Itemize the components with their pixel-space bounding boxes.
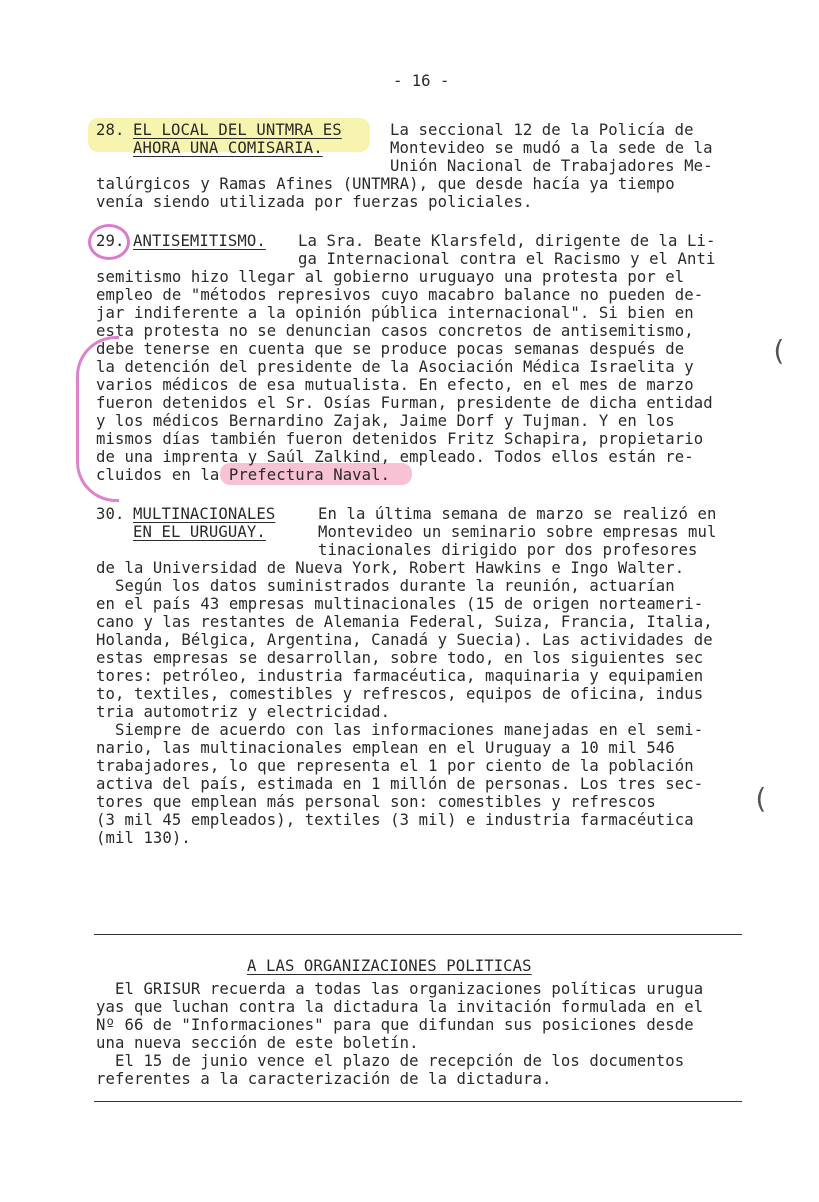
notice-line: El 15 de junio vence el plazo de recepción de los documentos [96,1052,685,1070]
item-30-line: tores que emplean más personal son: comestibles y refrescos [96,793,656,811]
item-30-line: En la última semana de marzo se realizó en [318,505,717,523]
item-28-line: venía siendo utilizada por fuerzas policiales. [96,193,533,211]
item-28-number: 28. [96,121,125,139]
notice-line: El GRISUR recuerda a todas las organizaciones políticas urugua [96,980,704,998]
item-30-line: en el país 43 empresas multinacionales (15 de origen norteameri- [96,595,704,613]
item-28-title-line2: AHORA UNA COMISARIA. [133,139,323,157]
item-29-line: ga Internacional contra el Racismo y el Anti [298,250,716,268]
item-30-line: tinacionales dirigido por dos profesores [318,541,698,559]
item-30-line: nario, las multinacionales emplean en el Uruguay a 10 mil 546 [96,739,675,757]
item-29-line: jar indiferente a la opinión pública internacional". Si bien en [96,304,694,322]
item-28-line: Montevideo se mudó a la sede de la [390,139,713,157]
item-30-line: tores: petróleo, industria farmacéutica, maquinaria y equipamien [96,667,704,685]
item-30-line: cano y las restantes de Alemania Federal, Suiza, Francia, Italia, [96,613,713,631]
item-29-line: empleo de "métodos represivos cuyo macabro balance no pueden de- [96,286,704,304]
notice-line: referentes a la caracterización de la dictadura. [96,1070,552,1088]
item-28-title-line1: EL LOCAL DEL UNTMRA ES [133,121,342,139]
item-29-line: esta protesta no se denuncian casos concretos de antisemitismo, [96,322,694,340]
item-29-line: la detención del presidente de la Asociación Médica Israelita y [96,358,694,376]
item-29-number: 29. [96,232,125,250]
page-number: - 16 - [393,72,450,90]
item-28-line: La seccional 12 de la Policía de [390,121,694,139]
notice-line: Nº 66 de "Informaciones" para que difundan sus posiciones desde [96,1016,694,1034]
item-30-line: Siempre de acuerdo con las informaciones manejadas en el semi- [96,721,704,739]
item-30-line: to, textiles, comestibles y refrescos, equipos de oficina, indus [96,685,704,703]
item-30-title-line2: EN EL URUGUAY. [133,523,266,541]
item-30-line: Montevideo un seminario sobre empresas mul [318,523,717,541]
item-30-line: Holanda, Bélgica, Argentina, Canadá y Suecia). Las actividades de [96,631,713,649]
notice-bottom-rule [94,1101,742,1102]
item-30-line: tria automotriz y electricidad. [96,703,391,721]
item-29-line: cluidos en la Prefectura Naval. [96,466,391,484]
item-29-line: varios médicos de esa mutualista. En efecto, en el mes de marzo [96,376,694,394]
item-28-line: Unión Nacional de Trabajadores Me- [390,157,713,175]
notice-line: una nueva sección de este boletín. [96,1034,419,1052]
item-29-first-line: La Sra. Beate Klarsfeld, dirigente de la Li- [298,232,716,250]
notice-top-rule [94,934,742,935]
notice-title: A LAS ORGANIZACIONES POLITICAS [247,957,532,975]
item-30-line: de la Universidad de Nueva York, Robert Hawkins e Ingo Walter. [96,559,685,577]
item-29-line: semitismo hizo llegar al gobierno uruguayo una protesta por el [96,268,685,286]
item-30-line: (mil 130). [96,829,191,847]
item-29-line: y los médicos Bernardino Zajak, Jaime Dorf y Tujman. Y en los [96,412,675,430]
item-30-line: estas empresas se desarrollan, sobre todo, en los siguientes sec [96,649,704,667]
item-29-line: mismos días también fueron detenidos Fritz Schapira, propietario [96,430,704,448]
notice-line: yas que luchan contra la dictadura la invitación formulada en el [96,998,704,1016]
item-29-line: debe tenerse en cuenta que se produce pocas semanas después de [96,340,685,358]
item-30-line: (3 mil 45 empleados), textiles (3 mil) e industria farmacéutica [96,811,694,829]
item-29-line: fueron detenidos el Sr. Osías Furman, presidente de dicha entidad [96,394,713,412]
item-28-line: talúrgicos y Ramas Afines (UNTMRA), que desde hacía ya tiempo [96,175,675,193]
item-30-line: Según los datos suministrados durante la reunión, actuarían [96,577,675,595]
item-30-title-line1: MULTINACIONALES [133,505,276,523]
item-30-line: trabajadores, lo que representa el 1 por ciento de la población [96,757,694,775]
item-29-title: ANTISEMITISMO. [133,232,266,250]
item-29-line: de una imprenta y Saúl Zalkind, empleado. Todos ellos están re- [96,448,694,466]
item-30-line: activa del país, estimada en 1 millón de personas. Los tres sec- [96,775,704,793]
margin-parenthesis-mark: ( [752,782,769,815]
item-30-number: 30. [96,505,125,523]
margin-parenthesis-mark: ( [770,334,787,367]
